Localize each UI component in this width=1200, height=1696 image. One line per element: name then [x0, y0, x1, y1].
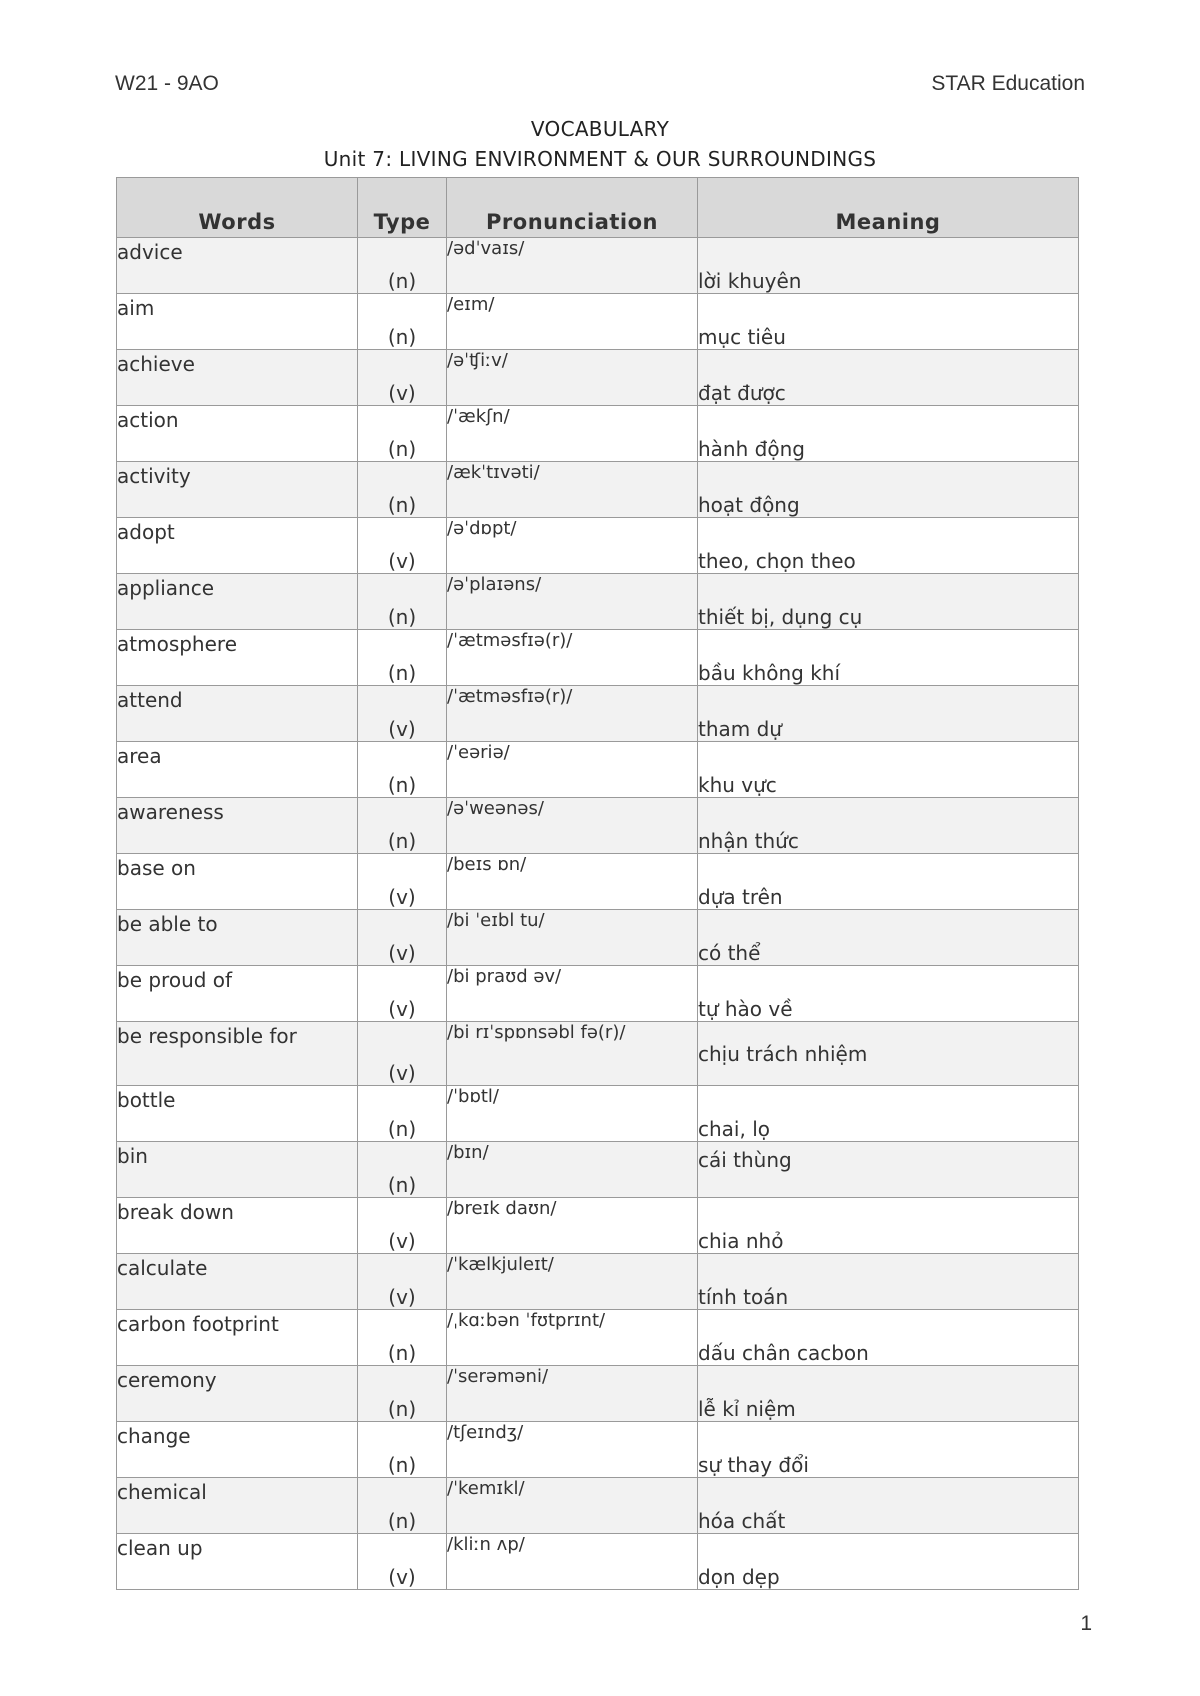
meaning-cell: dọn dẹp [698, 1534, 1079, 1590]
word-cell: be proud of [117, 966, 358, 1022]
word-cell: action [117, 406, 358, 462]
meaning-cell: dấu chân cacbon [698, 1310, 1079, 1366]
type-cell: (v) [358, 910, 447, 966]
table-row [117, 294, 1079, 350]
table-row [117, 1086, 1079, 1142]
table-row [117, 574, 1079, 630]
meaning-cell: mục tiêu [698, 294, 1079, 350]
type-cell: (n) [358, 1478, 447, 1534]
header-words: Words [117, 178, 358, 238]
type-cell: (n) [358, 294, 447, 350]
word-cell: attend [117, 686, 358, 742]
pronunciation-cell: /bɪn/ [447, 1142, 698, 1198]
type-cell: (n) [358, 238, 447, 294]
meaning-cell: chịu trách nhiệm [698, 1022, 1079, 1086]
word-cell: base on [117, 854, 358, 910]
header-right-org: STAR Education [931, 72, 1085, 95]
table-row [117, 406, 1079, 462]
type-cell: (v) [358, 966, 447, 1022]
meaning-cell: đạt được [698, 350, 1079, 406]
word-cell: awareness [117, 798, 358, 854]
meaning-cell: tham dự [698, 686, 1079, 742]
pronunciation-cell: /ˈeəriə/ [447, 742, 698, 798]
word-cell: ceremony [117, 1366, 358, 1422]
table-row [117, 1022, 1079, 1086]
table-row [117, 518, 1079, 574]
word-cell: bottle [117, 1086, 358, 1142]
pronunciation-cell: /ˈkemɪkl/ [447, 1478, 698, 1534]
pronunciation-cell: /ˈkælkjuleɪt/ [447, 1254, 698, 1310]
table-row [117, 462, 1079, 518]
pronunciation-cell: /əˈdɒpt/ [447, 518, 698, 574]
type-cell: (n) [358, 574, 447, 630]
type-cell: (n) [358, 1310, 447, 1366]
word-cell: atmosphere [117, 630, 358, 686]
word-cell: change [117, 1422, 358, 1478]
meaning-cell: lễ kỉ niệm [698, 1366, 1079, 1422]
table-row [117, 630, 1079, 686]
type-cell: (n) [358, 1086, 447, 1142]
word-cell: be responsible for [117, 1022, 358, 1086]
meaning-cell: lời khuyên [698, 238, 1079, 294]
vocabulary-table-body [117, 238, 1079, 1590]
meaning-cell: hành động [698, 406, 1079, 462]
table-row [117, 798, 1079, 854]
pronunciation-cell: /əˈplaɪəns/ [447, 574, 698, 630]
type-cell: (v) [358, 518, 447, 574]
page-number: 1 [1080, 1612, 1092, 1635]
document-subtitle: Unit 7: LIVING ENVIRONMENT & OUR SURROUNDINGS [323, 147, 877, 171]
pronunciation-cell: /əˈʧiːv/ [447, 350, 698, 406]
table-row [117, 1142, 1079, 1198]
table-row [117, 350, 1079, 406]
meaning-cell: hóa chất [698, 1478, 1079, 1534]
header-meaning: Meaning [698, 178, 1079, 238]
type-cell: (n) [358, 462, 447, 518]
pronunciation-cell: /əˈweənəs/ [447, 798, 698, 854]
type-cell: (v) [358, 686, 447, 742]
word-cell: activity [117, 462, 358, 518]
table-row [117, 686, 1079, 742]
table-row [117, 966, 1079, 1022]
meaning-cell: cái thùng [698, 1142, 1079, 1198]
word-cell: bin [117, 1142, 358, 1198]
meaning-cell: dựa trên [698, 854, 1079, 910]
meaning-cell: tính toán [698, 1254, 1079, 1310]
type-cell: (v) [358, 350, 447, 406]
meaning-cell: nhận thức [698, 798, 1079, 854]
meaning-cell: hoạt động [698, 462, 1079, 518]
table-row [117, 742, 1079, 798]
word-cell: chemical [117, 1478, 358, 1534]
table-row [117, 910, 1079, 966]
meaning-cell: có thể [698, 910, 1079, 966]
pronunciation-cell: /bi rɪˈspɒnsəbl fə(r)/ [447, 1022, 698, 1086]
word-cell: be able to [117, 910, 358, 966]
pronunciation-cell: /ˌkɑːbən ˈfʊtprɪnt/ [447, 1310, 698, 1366]
type-cell: (v) [358, 1022, 447, 1086]
header-left-code: W21 - 9AO [115, 72, 219, 95]
table-header-row [117, 178, 1079, 238]
meaning-cell: chia nhỏ [698, 1198, 1079, 1254]
document-title: VOCABULARY [530, 117, 670, 141]
word-cell: break down [117, 1198, 358, 1254]
word-cell: adopt [117, 518, 358, 574]
meaning-cell: thiết bị, dụng cụ [698, 574, 1079, 630]
table-row [117, 1310, 1079, 1366]
word-cell: carbon footprint [117, 1310, 358, 1366]
table-row [117, 1534, 1079, 1590]
header-type: Type [358, 178, 447, 238]
word-cell: clean up [117, 1534, 358, 1590]
pronunciation-cell: /breɪk daʊn/ [447, 1198, 698, 1254]
pronunciation-cell: /ˈserəməni/ [447, 1366, 698, 1422]
word-cell: calculate [117, 1254, 358, 1310]
pronunciation-cell: /ˈbɒtl/ [447, 1086, 698, 1142]
type-cell: (v) [358, 1534, 447, 1590]
pronunciation-cell: /bi praʊd əv/ [447, 966, 698, 1022]
table-row [117, 1422, 1079, 1478]
table-row [117, 1366, 1079, 1422]
table-row [117, 1198, 1079, 1254]
type-cell: (v) [358, 1198, 447, 1254]
header-pronunciation: Pronunciation [447, 178, 698, 238]
pronunciation-cell: /ˈækʃn/ [447, 406, 698, 462]
pronunciation-cell: /eɪm/ [447, 294, 698, 350]
pronunciation-cell: /ˈætməsfɪə(r)/ [447, 686, 698, 742]
type-cell: (v) [358, 854, 447, 910]
pronunciation-cell: /ˈætməsfɪə(r)/ [447, 630, 698, 686]
word-cell: advice [117, 238, 358, 294]
meaning-cell: tự hào về [698, 966, 1079, 1022]
pronunciation-cell: /tʃeɪndʒ/ [447, 1422, 698, 1478]
word-cell: appliance [117, 574, 358, 630]
type-cell: (n) [358, 798, 447, 854]
word-cell: area [117, 742, 358, 798]
pronunciation-cell: /kliːn ʌp/ [447, 1534, 698, 1590]
meaning-cell: chai, lọ [698, 1086, 1079, 1142]
meaning-cell: sự thay đổi [698, 1422, 1079, 1478]
table-row [117, 238, 1079, 294]
pronunciation-cell: /ədˈvaɪs/ [447, 238, 698, 294]
table-row [117, 1254, 1079, 1310]
pronunciation-cell: /beɪs ɒn/ [447, 854, 698, 910]
table-row [117, 854, 1079, 910]
type-cell: (n) [358, 630, 447, 686]
meaning-cell: khu vực [698, 742, 1079, 798]
meaning-cell: theo, chọn theo [698, 518, 1079, 574]
type-cell: (n) [358, 1366, 447, 1422]
vocabulary-table [116, 177, 1079, 1590]
type-cell: (n) [358, 1142, 447, 1198]
word-cell: achieve [117, 350, 358, 406]
type-cell: (n) [358, 406, 447, 462]
meaning-cell: bầu không khí [698, 630, 1079, 686]
pronunciation-cell: /ækˈtɪvəti/ [447, 462, 698, 518]
type-cell: (n) [358, 742, 447, 798]
word-cell: aim [117, 294, 358, 350]
pronunciation-cell: /bi ˈeɪbl tu/ [447, 910, 698, 966]
table-row [117, 1478, 1079, 1534]
type-cell: (n) [358, 1422, 447, 1478]
type-cell: (v) [358, 1254, 447, 1310]
